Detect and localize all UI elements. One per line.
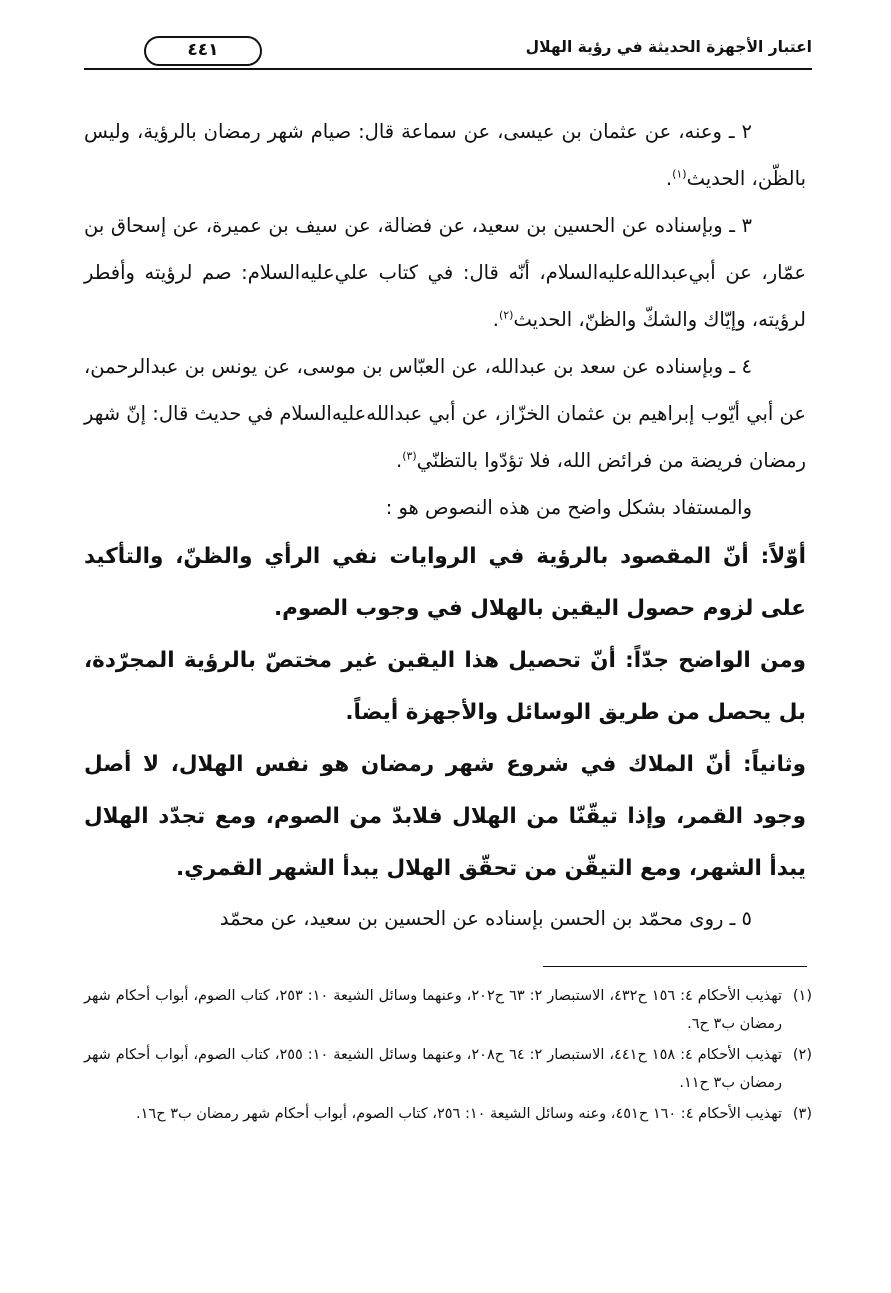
paragraph-text: أنّ الملاك في شروع شهر رمضان هو نفس الهلال، لا أصل وجود القمر، وإذا تيقّنّا من الهلال فلابدّ من الصوم، ومع تجدّد الهلال يبدأ الشهر، ومع التيقّن من تحقّق الهلال يبدأ الشهر القمري. (84, 752, 806, 881)
body-text (84, 108, 806, 942)
footnote (84, 982, 812, 1038)
footnote-number: (٣) (792, 1106, 812, 1122)
footnote-ref: (٣) (402, 449, 417, 463)
footnote-text: تهذيب الأحكام ٤: ١٥٦ ح٤٣٢، الاستبصار ٢: ٦٣ ح٢٠٢، وعنهما وسائل الشيعة ١٠: ٢٥٣، كتاب الصوم، أبواب أحكام شهر رمضان ب٣ ح٦. (84, 988, 782, 1032)
point-lead: وثانياً: (742, 752, 806, 777)
footnote (84, 1100, 812, 1128)
footnote-number: (١) (792, 988, 812, 1004)
footnote-text: تهذيب الأحكام ٤: ١٦٠ ح٤٥١، وعنه وسائل الشيعة ١٠: ٢٥٦، كتاب الصوم، أبواب أحكام شهر رمضان ب٣ ح١٦. (136, 1106, 782, 1122)
footnote-ref: (٢) (498, 308, 514, 322)
paragraph-clarification: ومن الواضح جدّاً: أنّ تحصيل هذا اليقين غير مختصّ بالرؤية المجرّدة، بل يحصل من طريق الوسائل والأجهزة أيضاً. (84, 648, 806, 725)
paragraph-second-point (84, 739, 806, 895)
running-title: اعتبار الأجهزة الحديثة في رؤية الهلال (525, 38, 812, 56)
paragraph-text: أنّ المقصود بالرؤية في الروايات نفي الرأي والظنّ، والتأكيد على لزوم حصول اليقين بالهلال في وجوب الصوم. (84, 544, 806, 621)
paragraph-intro: والمستفاد بشكل واضح من هذه النصوص هو : (385, 496, 752, 519)
paragraph-hadith-3: ٣ ـ وبإسناده عن الحسين بن سعيد، عن فضالة، عن سيف بن عميرة، عن إسحاق بن عمّار، عن أبي‌عبدالله‌عليه‌السلام، أنّه قال: في كتاب علي‌عليه‌السلام: صم لرؤيته وأفطر لرؤيته، وإيّاك والشكّ والظنّ، الحديث$^{(٢)}$. (84, 214, 806, 331)
footnotes (84, 982, 812, 1131)
paragraph-first-point (84, 531, 806, 635)
footnote-ref: (١) (672, 167, 687, 181)
paragraph-hadith-5: ٥ ـ روى محمّد بن الحسن بإسناده عن الحسين بن سعيد، عن محمّد (219, 907, 752, 930)
header-rule (84, 68, 812, 70)
page-number: ٤٤١ (144, 36, 262, 66)
paragraph-text: ٣ ـ وبإسناده عن الحسين بن سعيد، عن فضالة، عن سيف بن عميرة، عن إسحاق بن عمّار، عن أبي‌عبدالله‌عليه‌السلام، أنّه قال: في كتاب علي‌عليه‌السلام: صم لرؤيته وأفطر لرؤيته، وإيّاك والشكّ والظنّ، الحديث (84, 214, 806, 331)
paragraph-hadith-4: ٤ ـ وبإسناده عن سعد بن عبدالله، عن العبّاس بن موسى، عن يونس بن عبدالرحمن، عن أبي أيّوب إبراهيم بن عثمان الخزّاز، عن أبي عبدالله‌عليه‌السلام في حديث قال: إنّ شهر رمضان فريضة من فرائض الله، فلا تؤدّوا بالتظنّي$^{(٣)}$. (84, 355, 806, 472)
page-header (84, 34, 812, 74)
point-lead: أوّلاً: (760, 544, 806, 569)
paragraph-hadith-2: ٢ ـ وعنه، عن عثمان بن عيسى، عن سماعة قال: صيام شهر رمضان بالرؤية، وليس بالظّن، الحديث$^{(١)}$. (84, 120, 806, 190)
paragraph-text: ٢ ـ وعنه، عن عثمان بن عيسى، عن سماعة قال: صيام شهر رمضان بالرؤية، وليس بالظّن، الحديث (84, 120, 806, 190)
footnote-separator (543, 966, 807, 967)
footnote-number: (٢) (792, 1047, 812, 1063)
paragraph-text: ٤ ـ وبإسناده عن سعد بن عبدالله، عن العبّاس بن موسى، عن يونس بن عبدالرحمن، عن أبي أيّوب إبراهيم بن عثمان الخزّاز، عن أبي عبدالله‌عليه‌السلام في حديث قال: إنّ شهر رمضان فريضة من فرائض الله، فلا تؤدّوا بالتظنّي (84, 355, 806, 472)
footnote (84, 1041, 812, 1097)
footnote-text: تهذيب الأحكام ٤: ١٥٨ ح٤٤١، الاستبصار ٢: ٦٤ ح٢٠٨، وعنهما وسائل الشيعة ١٠: ٢٥٥، كتاب الصوم، أبواب أحكام شهر رمضان ب٣ ح١١. (84, 1047, 782, 1091)
